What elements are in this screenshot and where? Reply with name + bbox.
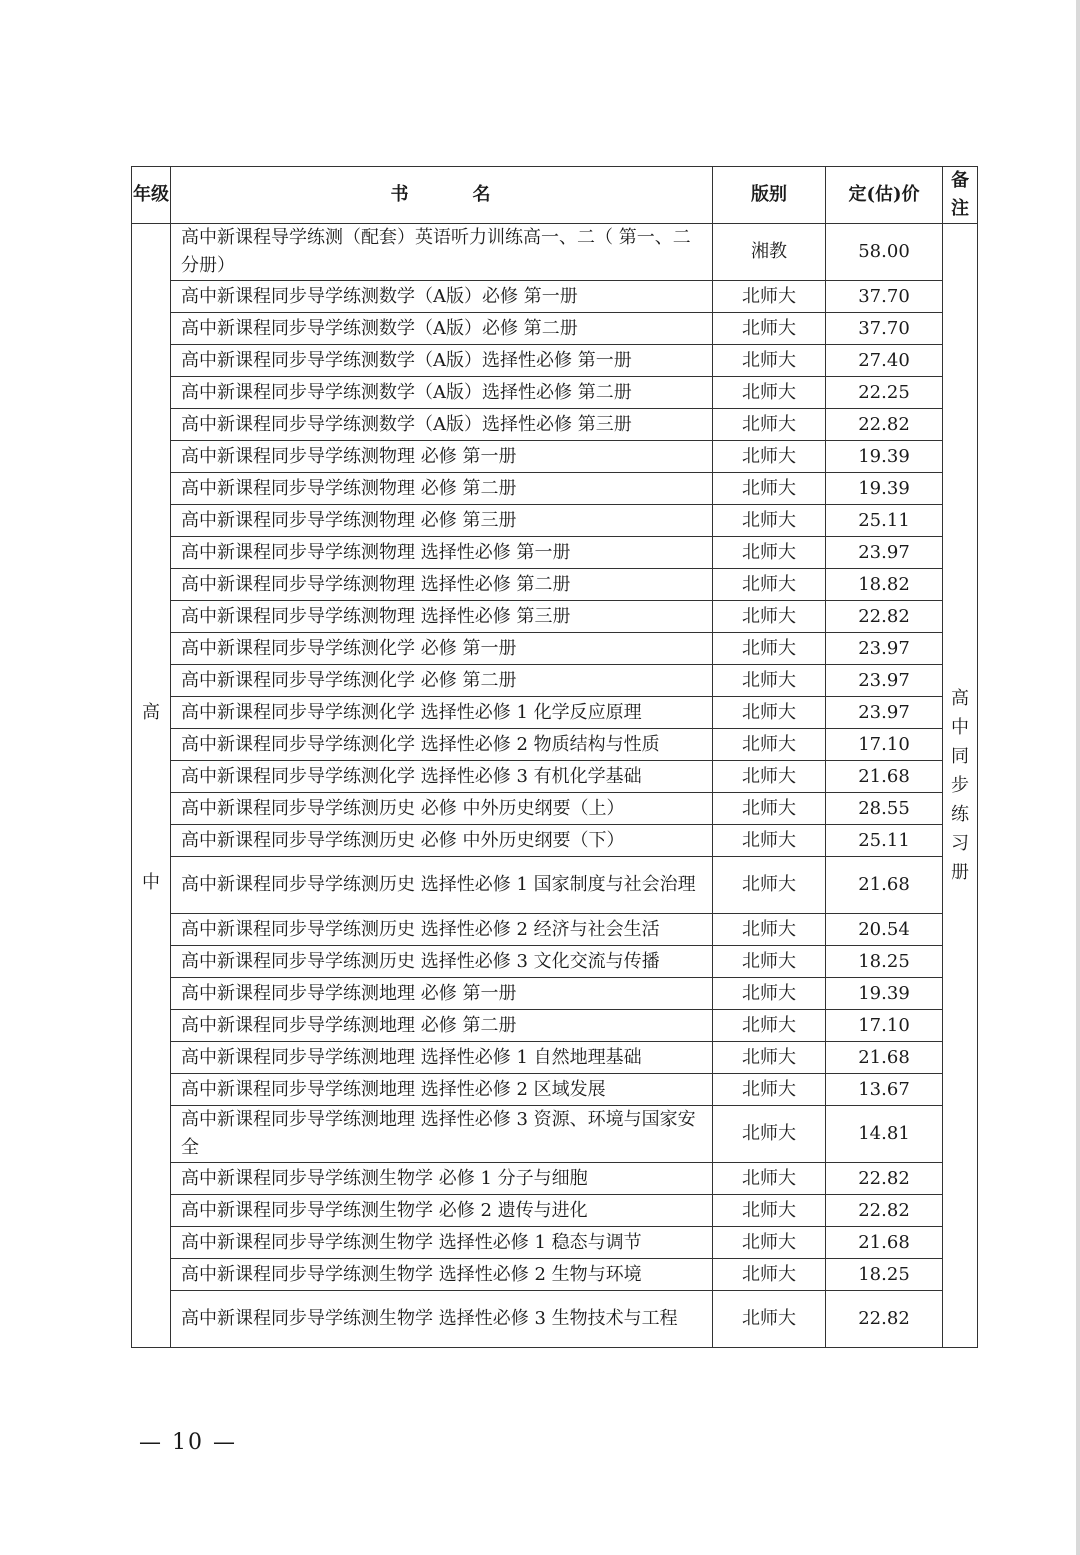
table-row [132, 281, 978, 313]
edition-cell: 北师大 [713, 441, 826, 473]
book-name-cell: 高中新课程同步导学练测化学 必修 第一册 [171, 633, 713, 665]
edition-cell: 北师大 [713, 1106, 826, 1163]
book-name-cell: 高中新课程同步导学练测生物学 选择性必修 1 稳态与调节 [171, 1227, 713, 1259]
edition-cell: 北师大 [713, 1291, 826, 1348]
price-cell: 25.11 [826, 825, 943, 857]
price-cell: 58.00 [826, 224, 943, 281]
table-row [132, 601, 978, 633]
table-row [132, 505, 978, 537]
edition-cell: 北师大 [713, 729, 826, 761]
price-cell: 18.25 [826, 946, 943, 978]
edition-cell: 北师大 [713, 345, 826, 377]
page-number: — 10 — [139, 1430, 237, 1455]
header-title-part1: 书 [390, 184, 411, 205]
price-cell: 19.39 [826, 441, 943, 473]
price-cell: 22.82 [826, 409, 943, 441]
price-cell: 17.10 [826, 1010, 943, 1042]
header-grade: 年级 [132, 167, 171, 224]
price-cell: 28.55 [826, 793, 943, 825]
book-name-cell: 高中新课程同步导学练测生物学 选择性必修 3 生物技术与工程 [171, 1291, 713, 1348]
grade-cell [132, 224, 171, 1348]
edition-cell: 北师大 [713, 1227, 826, 1259]
price-cell: 37.70 [826, 281, 943, 313]
header-title-part2: 名 [472, 184, 493, 205]
edition-cell: 北师大 [713, 857, 826, 914]
book-name-cell: 高中新课程同步导学练测生物学 选择性必修 2 生物与环境 [171, 1259, 713, 1291]
edition-cell: 北师大 [713, 1259, 826, 1291]
header-price: 定(估)价 [826, 167, 943, 224]
table-row [132, 1195, 978, 1227]
table-row [132, 825, 978, 857]
edition-cell: 北师大 [713, 601, 826, 633]
table-row [132, 313, 978, 345]
table-row [132, 1227, 978, 1259]
edition-cell: 北师大 [713, 537, 826, 569]
book-name-cell: 高中新课程同步导学练测物理 必修 第三册 [171, 505, 713, 537]
book-name-cell: 高中新课程同步导学练测历史 必修 中外历史纲要（上） [171, 793, 713, 825]
price-cell: 19.39 [826, 473, 943, 505]
edition-cell: 北师大 [713, 633, 826, 665]
book-name-cell: 高中新课程同步导学练测数学（A版）选择性必修 第二册 [171, 377, 713, 409]
book-name-cell: 高中新课程同步导学练测化学 选择性必修 3 有机化学基础 [171, 761, 713, 793]
table-row [132, 793, 978, 825]
price-cell: 18.82 [826, 569, 943, 601]
price-cell: 21.68 [826, 761, 943, 793]
table-row [132, 1074, 978, 1106]
book-name-cell: 高中新课程同步导学练测物理 选择性必修 第一册 [171, 537, 713, 569]
book-name-cell: 高中新课程同步导学练测地理 选择性必修 2 区域发展 [171, 1074, 713, 1106]
price-cell: 23.97 [826, 665, 943, 697]
edition-cell: 北师大 [713, 914, 826, 946]
table-row [132, 857, 978, 914]
table-row [132, 697, 978, 729]
price-cell: 17.10 [826, 729, 943, 761]
table-row [132, 409, 978, 441]
edition-cell: 北师大 [713, 409, 826, 441]
table-row [132, 914, 978, 946]
page-edge [1076, 0, 1080, 1555]
edition-cell: 北师大 [713, 946, 826, 978]
price-cell: 22.25 [826, 377, 943, 409]
book-name-cell: 高中新课程同步导学练测化学 必修 第二册 [171, 665, 713, 697]
price-cell: 21.68 [826, 857, 943, 914]
table-row [132, 633, 978, 665]
book-name-cell: 高中新课程同步导学练测物理 必修 第一册 [171, 441, 713, 473]
price-cell: 27.40 [826, 345, 943, 377]
book-name-cell: 高中新课程同步导学练测历史 必修 中外历史纲要（下） [171, 825, 713, 857]
price-cell: 22.82 [826, 601, 943, 633]
price-cell: 25.11 [826, 505, 943, 537]
edition-cell: 北师大 [713, 761, 826, 793]
table-body [132, 224, 978, 1348]
price-cell: 21.68 [826, 1227, 943, 1259]
table-row [132, 569, 978, 601]
book-name-cell: 高中新课程同步导学练测数学（A版）选择性必修 第三册 [171, 409, 713, 441]
book-name-cell: 高中新课程同步导学练测数学（A版）选择性必修 第一册 [171, 345, 713, 377]
grade-char-2: 中 [142, 872, 160, 893]
price-cell: 13.67 [826, 1074, 943, 1106]
table-row [132, 1106, 978, 1163]
header-edition: 版别 [713, 167, 826, 224]
table-row [132, 665, 978, 697]
note-label: 高中同步练习册 [951, 688, 969, 883]
table-row [132, 946, 978, 978]
edition-cell: 北师大 [713, 377, 826, 409]
book-name-cell: 高中新课程同步导学练测化学 选择性必修 1 化学反应原理 [171, 697, 713, 729]
book-name-cell: 高中新课程同步导学练测地理 选择性必修 1 自然地理基础 [171, 1042, 713, 1074]
edition-cell: 北师大 [713, 281, 826, 313]
edition-cell: 北师大 [713, 978, 826, 1010]
book-name-cell: 高中新课程同步导学练测数学（A版）必修 第二册 [171, 313, 713, 345]
book-name-cell: 高中新课程同步导学练测物理 选择性必修 第三册 [171, 601, 713, 633]
price-cell: 22.82 [826, 1195, 943, 1227]
table-row [132, 761, 978, 793]
price-cell: 19.39 [826, 978, 943, 1010]
header-note: 备注 [943, 167, 978, 224]
edition-cell: 北师大 [713, 1074, 826, 1106]
price-cell: 22.82 [826, 1163, 943, 1195]
price-cell: 22.82 [826, 1291, 943, 1348]
table-row [132, 441, 978, 473]
book-name-cell: 高中新课程同步导学练测生物学 必修 2 遗传与进化 [171, 1195, 713, 1227]
edition-cell: 湘教 [713, 224, 826, 281]
price-cell: 21.68 [826, 1042, 943, 1074]
edition-cell: 北师大 [713, 697, 826, 729]
edition-cell: 北师大 [713, 793, 826, 825]
book-name-cell: 高中新课程同步导学练测历史 选择性必修 2 经济与社会生活 [171, 914, 713, 946]
book-name-cell: 高中新课程同步导学练测历史 选择性必修 3 文化交流与传播 [171, 946, 713, 978]
table-row [132, 1010, 978, 1042]
header-title [171, 167, 713, 224]
book-name-cell: 高中新课程同步导学练测历史 选择性必修 1 国家制度与社会治理 [171, 857, 713, 914]
price-cell: 18.25 [826, 1259, 943, 1291]
edition-cell: 北师大 [713, 825, 826, 857]
table-row [132, 978, 978, 1010]
book-name-cell: 高中新课程同步导学练测数学（A版）必修 第一册 [171, 281, 713, 313]
book-price-table [131, 166, 978, 1348]
table-row [132, 345, 978, 377]
book-name-cell: 高中新课程同步导学练测生物学 必修 1 分子与细胞 [171, 1163, 713, 1195]
table-row [132, 1259, 978, 1291]
edition-cell: 北师大 [713, 1010, 826, 1042]
price-cell: 37.70 [826, 313, 943, 345]
edition-cell: 北师大 [713, 1195, 826, 1227]
book-name-cell: 高中新课程同步导学练测地理 选择性必修 3 资源、环境与国家安全 [171, 1106, 713, 1163]
edition-cell: 北师大 [713, 569, 826, 601]
table-row [132, 224, 978, 281]
book-name-cell: 高中新课程同步导学练测地理 必修 第二册 [171, 1010, 713, 1042]
table-row [132, 1291, 978, 1348]
edition-cell: 北师大 [713, 665, 826, 697]
book-name-cell: 高中新课程同步导学练测化学 选择性必修 2 物质结构与性质 [171, 729, 713, 761]
edition-cell: 北师大 [713, 1163, 826, 1195]
table-header-row [132, 167, 978, 224]
edition-cell: 北师大 [713, 505, 826, 537]
table-row [132, 537, 978, 569]
table-row [132, 1163, 978, 1195]
price-cell: 23.97 [826, 537, 943, 569]
edition-cell: 北师大 [713, 473, 826, 505]
note-cell [943, 224, 978, 1348]
price-cell: 20.54 [826, 914, 943, 946]
book-name-cell: 高中新课程同步导学练测地理 必修 第一册 [171, 978, 713, 1010]
book-name-cell: 高中新课程同步导学练测物理 选择性必修 第二册 [171, 569, 713, 601]
book-name-cell: 高中新课程导学练测（配套）英语听力训练高一、二（ 第一、二分册） [171, 224, 713, 281]
price-cell: 14.81 [826, 1106, 943, 1163]
table-row [132, 377, 978, 409]
table-row [132, 729, 978, 761]
price-cell: 23.97 [826, 633, 943, 665]
book-name-cell: 高中新课程同步导学练测物理 必修 第二册 [171, 473, 713, 505]
price-cell: 23.97 [826, 697, 943, 729]
edition-cell: 北师大 [713, 313, 826, 345]
table-row [132, 473, 978, 505]
edition-cell: 北师大 [713, 1042, 826, 1074]
grade-char-1: 高 [142, 702, 160, 723]
table-row [132, 1042, 978, 1074]
